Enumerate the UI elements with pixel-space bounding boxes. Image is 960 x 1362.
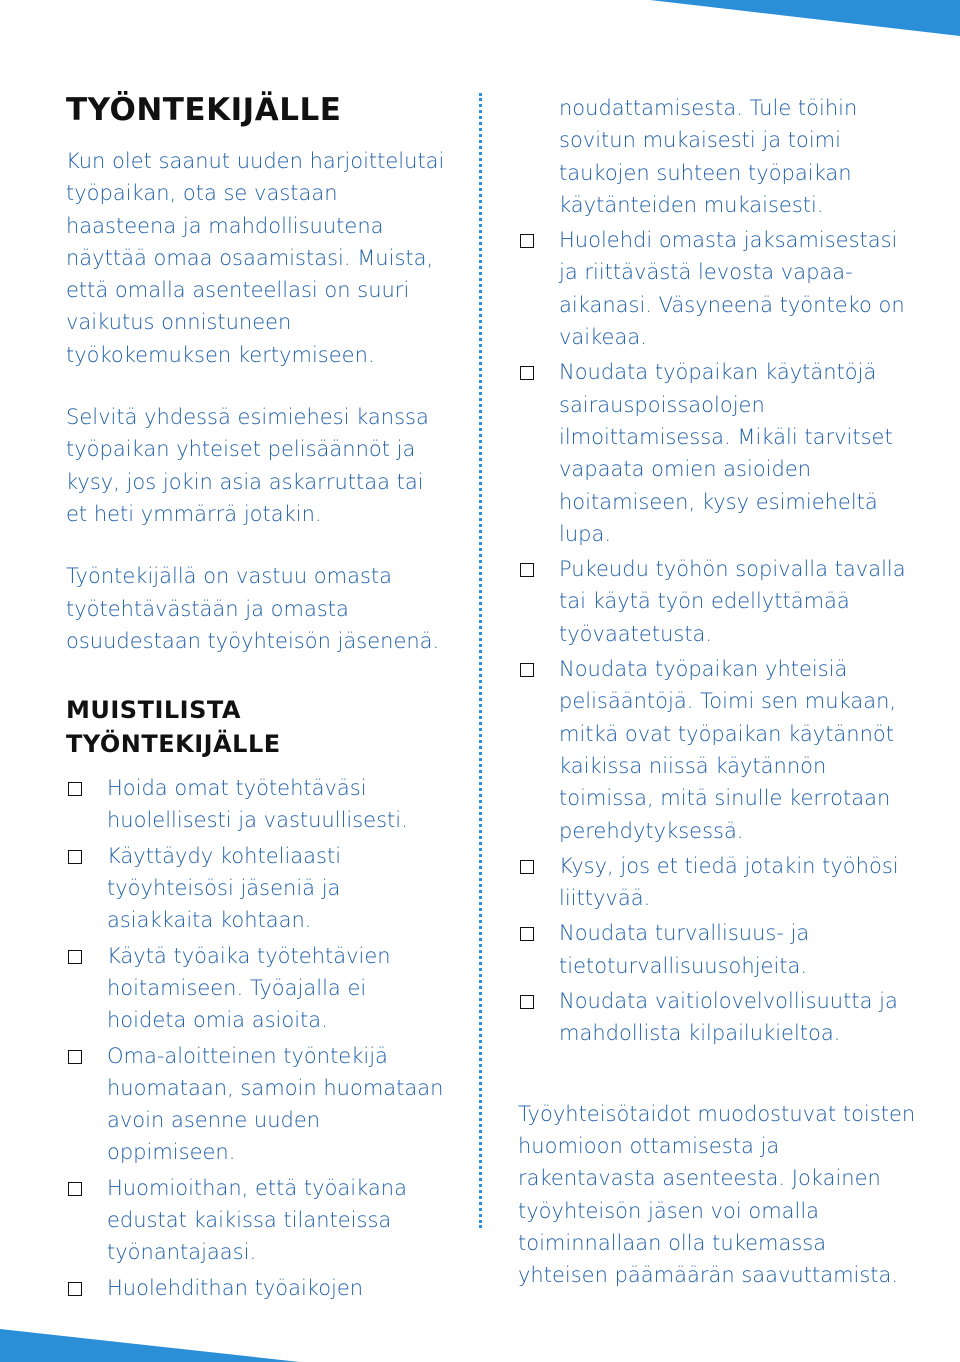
checklist-item: Huolehdithan työaikojen: [66, 1272, 451, 1304]
top-corner-stripe: [0, 0, 960, 60]
checklist-item: Huomioithan, että työaikana edustat kaikissa tilanteissa työnantajaasi.: [66, 1172, 451, 1269]
checklist-item: Noudata työpaikan yhteisiä pelisääntöjä. Toimi sen mukaan, mitkä ovat työpaikan käytännöt kaikissa niissä käytännön toimissa, mitä sinulle kerrotaan perehdytyksessä.: [518, 653, 918, 847]
page-title: TYÖNTEKIJÄLLE: [66, 92, 342, 128]
checklist-item: Noudata turvallisuus- ja tietoturvallisuusohjeita.: [518, 917, 918, 982]
column-divider: [479, 93, 482, 1228]
checkbox-icon: [68, 1050, 82, 1064]
responsibility-paragraph: Työntekijällä on vastuu omasta työtehtävästään ja omasta osuudestaan työyhteisön jäsenenä.: [66, 564, 440, 653]
checkbox-icon: [68, 1182, 82, 1196]
checklist-item: Noudata työpaikan käytäntöjä sairauspoissaolojen ilmoittamisessa. Mikäli tarvitset vapaata omien asioiden hoitamiseen, kysy esimieheltä lupa.: [518, 356, 918, 550]
checkbox-icon: [520, 366, 534, 380]
checklist-item: Kysy, jos et tiedä jotakin työhösi liittyvää.: [518, 850, 918, 915]
checklist-item: Oma-aloitteinen työntekijä huomataan, samoin huomataan avoin asenne uuden oppimiseen.: [66, 1040, 451, 1169]
checkbox-icon: [520, 995, 534, 1009]
checklist-left: [66, 772, 451, 1304]
checklist-item: Käytä työaika työtehtävien hoitamiseen. Työajalla ei hoideta omia asioita.: [66, 940, 451, 1037]
checklist-right: [518, 92, 918, 1050]
right-column: [518, 92, 918, 1291]
checkbox-icon: [68, 950, 82, 964]
rules-paragraph: Selvitä yhdessä esimiehesi kanssa työpaikan yhteiset pelisäännöt ja kysy, jos jokin asia askarruttaa tai et heti ymmärrä jotakin.: [66, 405, 429, 526]
checkbox-icon: [520, 860, 534, 874]
checkbox-icon: [520, 234, 534, 248]
checkbox-icon: [520, 563, 534, 577]
intro-paragraph: Kun olet saanut uuden harjoittelutai työpaikan, ota se vastaan haasteena ja mahdollisuutena näyttää omaa osaamistasi. Muista, että omalla asenteellasi on suuri vaikutus onnistuneen työkokemuksen kertymiseen.: [66, 149, 445, 367]
checkbox-icon: [520, 663, 534, 677]
checkbox-icon: [520, 927, 534, 941]
checklist-item: Pukeudu työhön sopivalla tavalla tai käytä työn edellyttämää työvaatetusta.: [518, 553, 918, 650]
checkbox-icon: [68, 850, 82, 864]
checklist-item-continuation: noudattamisesta. Tule töihin sovitun mukaisesti ja toimi taukojen suhteen työpaikan käytänteiden mukaisesti.: [559, 96, 858, 217]
checklist-item: Huolehdi omasta jaksamisestasi ja riittävästä levosta vapaa-aikanasi. Väsyneenä työnteko on vaikeaa.: [518, 224, 918, 353]
checkbox-icon: [68, 782, 82, 796]
checklist-item: Hoida omat työtehtäväsi huolellisesti ja vastuullisesti.: [66, 772, 451, 837]
checklist-item: Käyttäydy kohteliaasti työyhteisösi jäseniä ja asiakkaita kohtaan.: [66, 840, 451, 937]
checkbox-icon: [68, 1282, 82, 1296]
checklist-title: MUISTILISTA TYÖNTEKIJÄLLE: [66, 696, 281, 759]
left-column: [66, 88, 451, 1307]
bottom-corner-stripe: [0, 1302, 960, 1362]
closing-paragraph: Työyhteisötaidot muodostuvat toisten huomioon ottamisesta ja rakentavasta asenteesta. Jokainen työyhteisön jäsen voi omalla toiminnallaan olla tukemassa yhteisen päämäärän saavuttamista.: [518, 1101, 916, 1288]
checklist-item: Noudata vaitiolovelvollisuutta ja mahdollista kilpailukieltoa.: [518, 985, 918, 1050]
